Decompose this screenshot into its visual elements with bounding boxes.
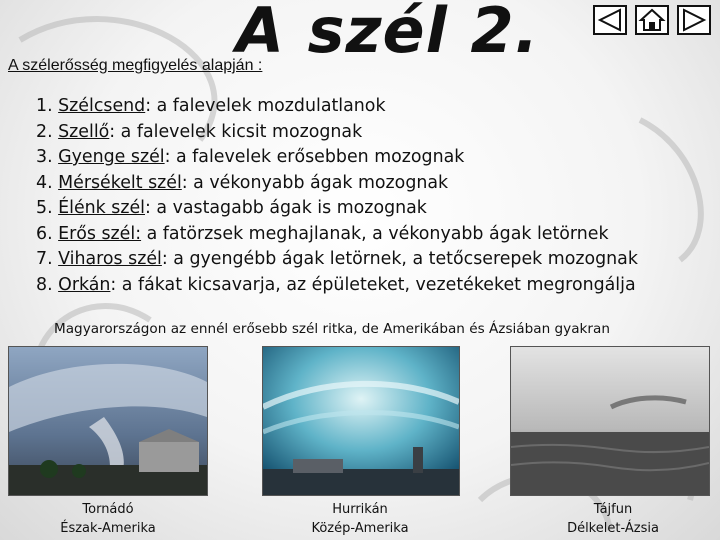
list-item: 2. Szellő: a falevelek kicsit mozognak — [36, 121, 363, 142]
home-button[interactable] — [635, 5, 669, 35]
prev-button[interactable] — [593, 5, 627, 35]
caption-typhoon — [543, 500, 683, 538]
caption-name: Tájfun — [593, 502, 633, 517]
list-item: 6. Erős szél: a fatörzsek meghajlanak, a vékonyabb ágak letörnek — [36, 223, 609, 244]
triangle-right-icon — [680, 8, 708, 32]
next-button[interactable] — [677, 5, 711, 35]
navigation-bar — [593, 5, 711, 35]
caption-tornado — [38, 500, 178, 538]
list-item: 5. Élénk szél: a vastagabb ágak is mozognak — [36, 198, 427, 218]
home-icon — [638, 8, 666, 32]
list-item: 4. Mérsékelt szél: a vékonyabb ágak mozognak — [36, 172, 449, 193]
list-item: 3. Gyenge szél: a falevelek erősebben mozognak — [36, 147, 465, 167]
tornado-photo — [8, 346, 208, 496]
typhoon-photo — [510, 346, 710, 496]
page-title: A szél 2. — [236, 0, 540, 67]
note-text: Magyarországon az ennél erősebb szél ritka, de Amerikában és Ázsiában gyakran — [54, 321, 610, 337]
caption-hurricane — [290, 500, 430, 538]
caption-name: Hurrikán — [332, 502, 388, 517]
triangle-left-icon — [596, 8, 624, 32]
list-item: 1. Szélcsend: a falevelek mozdulatlanok — [36, 96, 386, 116]
list-item: 7. Viharos szél: a gyengébb ágak letörnek, a tetőcserepek mozognak — [36, 249, 638, 269]
hurricane-photo — [262, 346, 460, 496]
caption-name: Tornádó — [82, 502, 134, 517]
caption-region: Délkelet-Ázsia — [567, 521, 659, 536]
list-item: 8. Orkán: a fákat kicsavarja, az épületeket, vezetékeket megrongálja — [36, 274, 636, 295]
subtitle: A szélerősség megfigyelés alapján : — [8, 57, 263, 74]
caption-region: Közép-Amerika — [311, 521, 409, 536]
wind-scale-list — [36, 94, 638, 298]
caption-region: Észak-Amerika — [60, 521, 156, 536]
